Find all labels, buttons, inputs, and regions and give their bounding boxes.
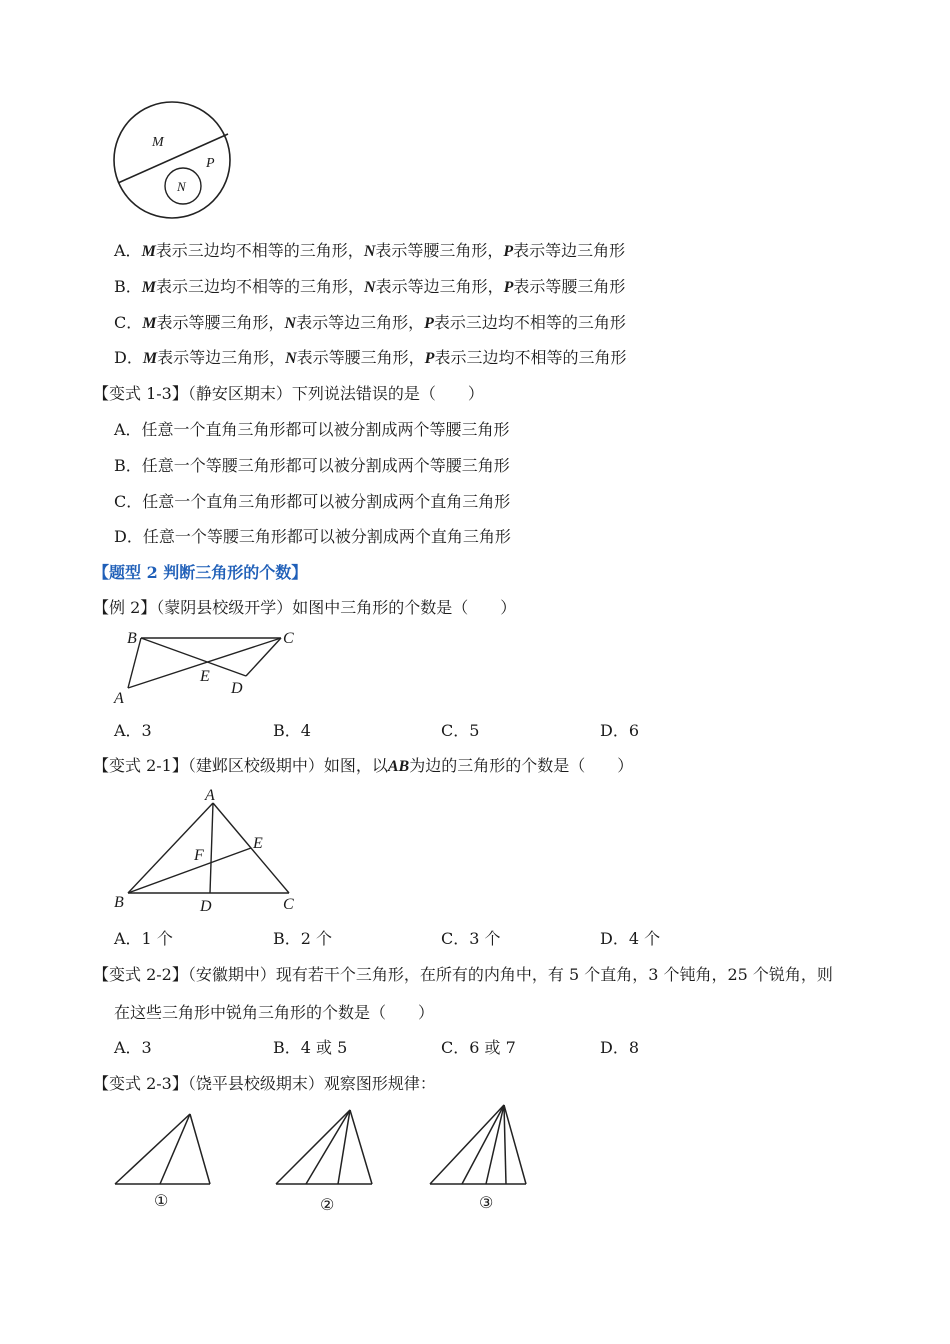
question-tag: 【变式 1-3】 [93, 384, 188, 403]
ex2-label-e: E [200, 668, 210, 685]
q2-2-option-c: C．6 或 7 [441, 1038, 516, 1057]
prev-option-b: B．M表示三边均不相等的三角形，N表示等边三角形，P表示等腰三角形 [114, 277, 626, 296]
question-tag: 【例 2】 [93, 598, 157, 617]
prev-option-d: D．M表示等边三角形，N表示等腰三角形，P表示三边均不相等的三角形 [114, 348, 627, 367]
section-title: 【题型 2 判断三角形的个数】 [93, 563, 308, 582]
q21-label-a: A [205, 787, 215, 804]
ex2-option-a: A．3 [114, 721, 152, 740]
q21-label-b: B [114, 894, 124, 911]
ex2-option-b: B．4 [273, 721, 311, 740]
ex2-label-c: C [283, 630, 294, 647]
question-tag: 【变式 2-3】 [93, 1074, 188, 1093]
question-tag: 【变式 2-1】 [93, 756, 188, 775]
fig-label-2: ② [320, 1197, 335, 1214]
q2-2-option-d: D．8 [600, 1038, 640, 1057]
label-n: N [177, 179, 186, 194]
ex2-option-d: D．6 [600, 721, 640, 740]
ex2-label-a: A [114, 690, 124, 707]
q2-1-option-d: D．4 个 [600, 929, 661, 948]
question-text: （静安区期末）下列说法错误的是（ ） [187, 384, 484, 403]
q2-1-option-c: C．3 个 [441, 929, 501, 948]
label-p: P [206, 156, 215, 171]
fig-label-3: ③ [479, 1195, 494, 1212]
prev-option-c: C．M表示等腰三角形，N表示等边三角形，P表示三边均不相等的三角形 [114, 313, 626, 332]
ex2-option-c: C．5 [441, 721, 480, 740]
q2-1-option-a: A．1 个 [114, 929, 173, 948]
q2-1-option-b: B．2 个 [273, 929, 333, 948]
ex2-label-b: B [127, 630, 137, 647]
label-m: M [152, 135, 164, 150]
q1-3-option-c: C．任意一个直角三角形都可以被分割成两个直角三角形 [114, 492, 511, 511]
ex2-label-d: D [231, 680, 243, 697]
question-2-1: 【变式 2-1】（建邺区校级期中）如图，以AB为边的三角形的个数是（ ） [93, 756, 634, 775]
prev-option-a: A．M表示三边均不相等的三角形，N表示等腰三角形，P表示等边三角形 [114, 241, 626, 260]
question-text: （安徽期中）现有若干个三角形，在所有的内角中，有 5 个直角，3 个钝角，25 个锐角，则 [187, 965, 833, 984]
question-text: （饶平县校级期末）观察图形规律： [187, 1074, 436, 1093]
q2-2-option-b: B．4 或 5 [273, 1038, 348, 1057]
q21-label-f: F [194, 847, 204, 864]
q21-label-e: E [253, 835, 263, 852]
q1-3-option-d: D．任意一个等腰三角形都可以被分割成两个直角三角形 [114, 527, 511, 546]
q21-label-d: D [200, 898, 212, 915]
question-tag: 【变式 2-2】 [93, 965, 188, 984]
question-2-2-line2: 在这些三角形中锐角三角形的个数是（ ） [114, 1003, 435, 1022]
fig-label-1: ① [154, 1193, 169, 1210]
q21-label-c: C [283, 896, 294, 913]
q1-3-option-b: B．任意一个等腰三角形都可以被分割成两个等腰三角形 [114, 456, 510, 475]
q1-3-option-a: A．任意一个直角三角形都可以被分割成两个等腰三角形 [114, 420, 510, 439]
question-text: （蒙阴县校级开学）如图中三角形的个数是（ ） [156, 598, 517, 617]
q2-2-option-a: A．3 [114, 1038, 152, 1057]
